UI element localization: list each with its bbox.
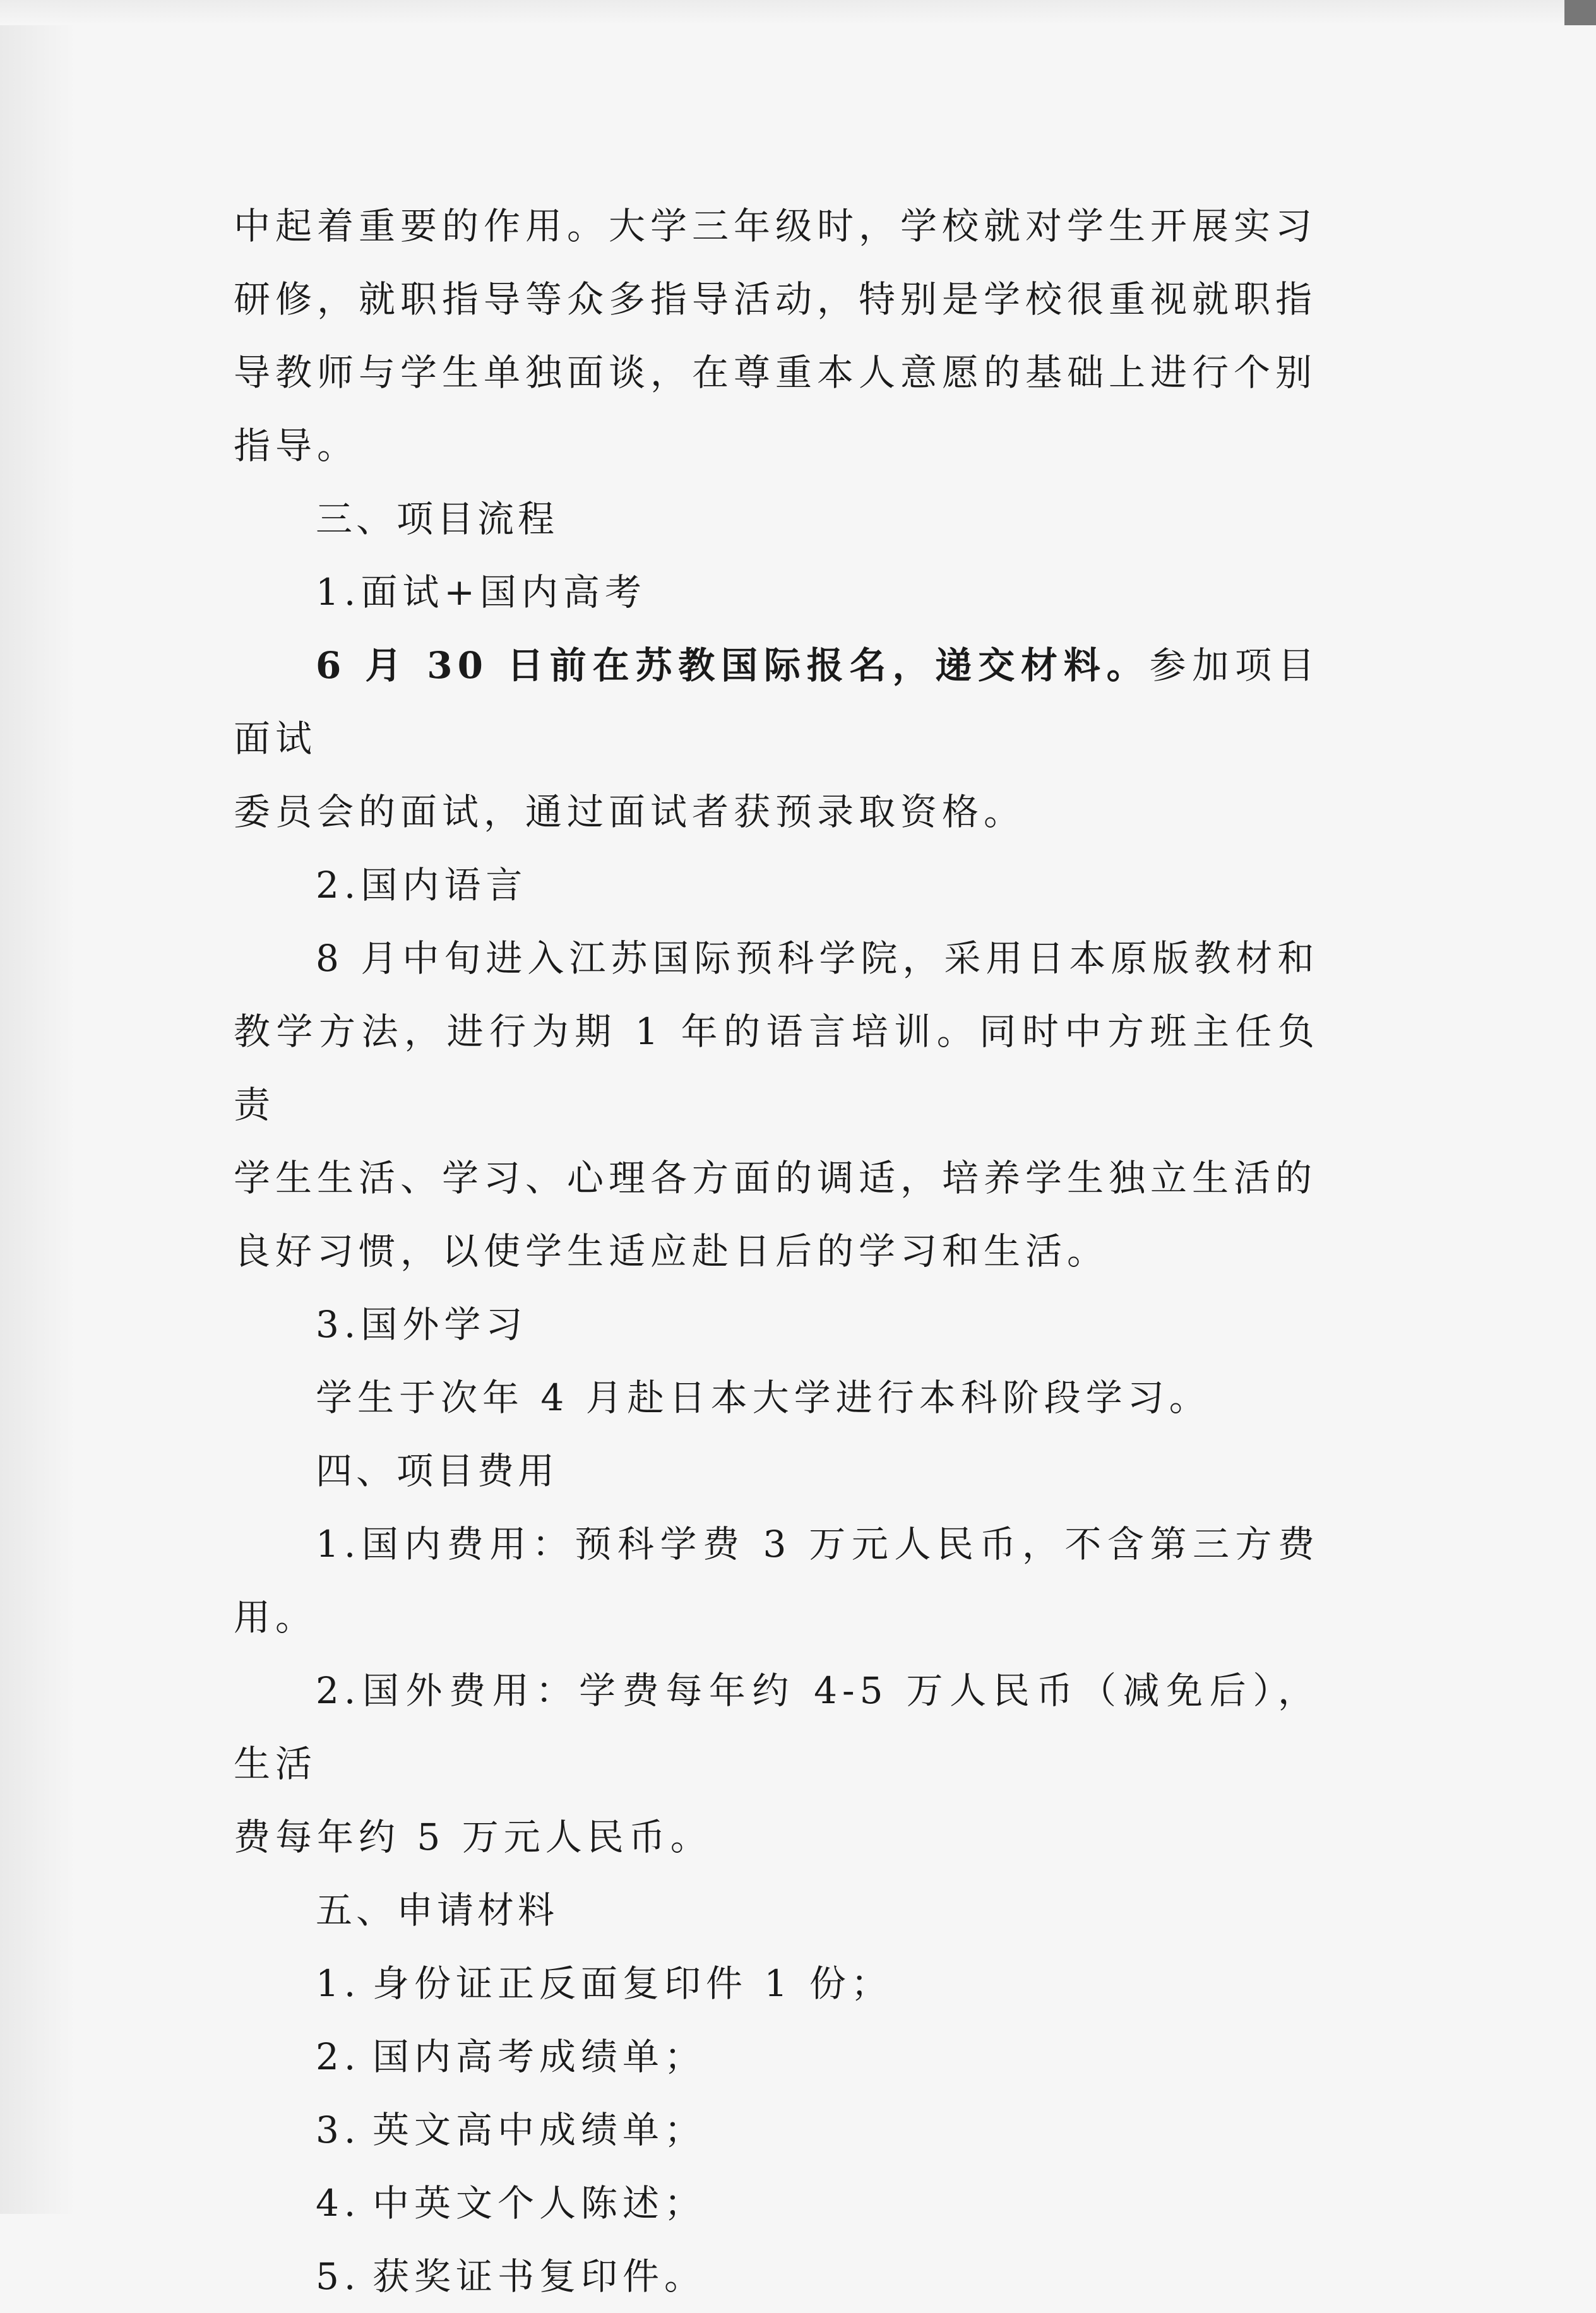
- step1-paragraph: [234, 629, 1319, 775]
- step1-deadline: 6 月 30 日前在苏教国际报名，递交材料。: [316, 644, 1150, 687]
- fee-domestic: 1.国内费用：预科学费 3 万元人民币，不含第三方费用。: [234, 1523, 1319, 1639]
- scan-shadow-left: [0, 0, 76, 2214]
- list-item: 4. 中英文个人陈述；: [316, 2182, 706, 2225]
- step2-line: 8 月中旬进入江苏国际预科学院，采用日本原版教材和: [316, 937, 1319, 980]
- section-heading-materials: 五、申请材料: [316, 1889, 559, 1932]
- step2-line: 良好习惯，以使学生适应赴日后的学习和生活。: [234, 1230, 1109, 1273]
- section-heading-fees: 四、项目费用: [316, 1449, 559, 1492]
- fee-abroad: 2.国外费用：学费每年约 4-5 万人民币（减免后），生活: [234, 1669, 1319, 1785]
- intro-line: 研修，就职指导等众多指导活动，特别是学校很重视就职指: [234, 278, 1318, 321]
- step1-text: 参加项目面试: [234, 644, 1319, 760]
- intro-line: 导教师与学生单独面谈，在尊重本人意愿的基础上进行个别: [234, 351, 1318, 394]
- intro-line: 指导。: [234, 424, 359, 467]
- list-item: 5. 获奖证书复印件。: [316, 2255, 706, 2298]
- scan-corner-mark: [1564, 0, 1596, 25]
- step3-text: 学生于次年 4 月赴日本大学进行本科阶段学习。: [316, 1376, 1211, 1419]
- step1-text-cont: 委员会的面试，通过面试者获预录取资格。: [234, 790, 1026, 833]
- list-item: 1. 身份证正反面复印件 1 份；: [316, 1962, 893, 2005]
- step1-title: 1.面试+国内高考: [316, 571, 646, 614]
- scan-shadow-top: [0, 0, 1596, 25]
- list-item: 3. 英文高中成绩单；: [316, 2108, 706, 2151]
- document-page: [234, 189, 1319, 2313]
- step2-line: 教学方法，进行为期 1 年的语言培训。同时中方班主任负责: [234, 1010, 1319, 1126]
- list-item: 2. 国内高考成绩单；: [316, 2035, 706, 2078]
- section-heading-process: 三、项目流程: [316, 497, 559, 540]
- step2-line: 学生生活、学习、心理各方面的调适，培养学生独立生活的: [234, 1156, 1318, 1199]
- step2-title: 2.国内语言: [316, 864, 528, 907]
- intro-line: 中起着重要的作用。大学三年级时，学校就对学生开展实习: [234, 205, 1318, 247]
- step3-title: 3.国外学习: [316, 1303, 528, 1346]
- fee-abroad-cont: 费每年约 5 万元人民币。: [234, 1816, 712, 1858]
